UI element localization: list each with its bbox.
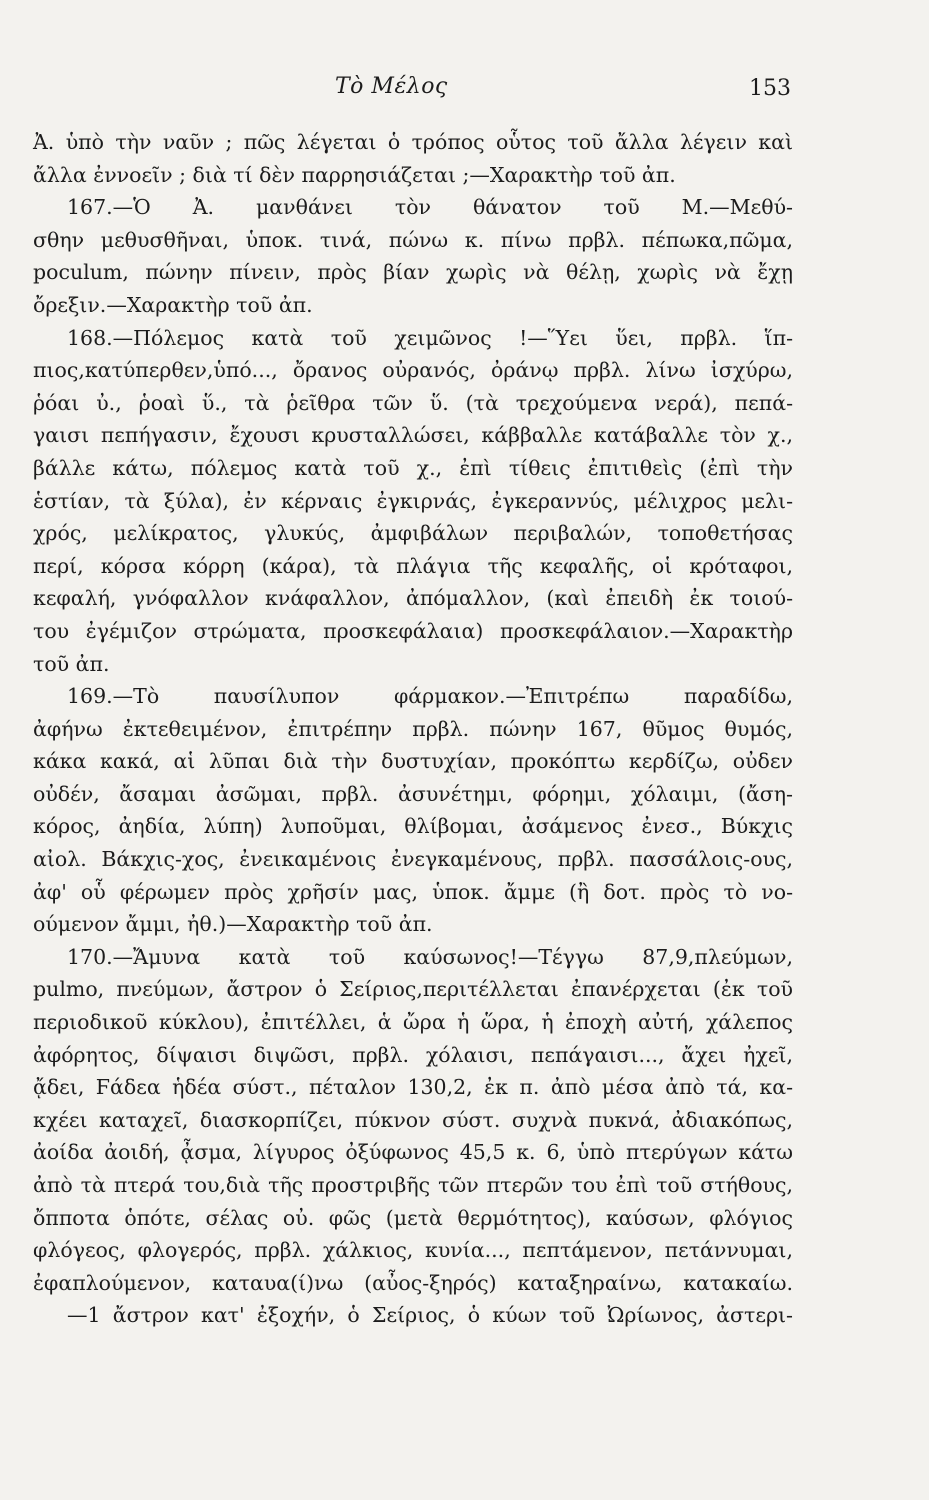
text-line: του ἐγέμιζον στρώματα, προσκεφάλαια) προσκεφάλαιον.—Χαρακτὴρ [33,618,793,643]
text-line: ἄλλα ἐννοεῖν ; διὰ τί δὲν παρρησιάζεται ;—Χαρακτὴρ τοῦ ἀπ. [33,162,676,187]
text-line: χρός, μελίκρατος, γλυκύς, ἀμφιβάλων περιβαλών, τοποθετήσας [33,521,793,546]
text-line: κχέει καταχεῖ, διασκορπίζει, πύκνον σύστ. συχνὰ πυκνά, ἀδιακόπως, [33,1107,793,1132]
text-line: ἀπὸ τὰ πτερά του,διὰ τῆς προστριβῆς τῶν πτερῶν του ἐπὶ τοῦ στήθους, [33,1173,793,1197]
text-line: ἀφήνω ἐκτεθειμένον, ἐπιτρέπην πρβλ. πώνην 167, θῦμος θυμός, [33,716,793,741]
body-text [33,126,793,1332]
text-line: κεφαλή, γνόφαλλον κνάφαλλον, ἀπόμαλλον, (καὶ ἐπειδὴ ἐκ τοιού- [33,586,793,611]
text-line: ἀφόρητος, δίψαισι διψῶσι, πρβλ. χόλαισι, πεπάγαισι..., ἄχει ἠχεῖ, [33,1042,793,1067]
text-line: poculum, πώνην πίνειν, πρὸς βίαν χωρὶς νὰ θέλῃ, χωρὶς νὰ ἔχῃ [33,260,793,285]
text-line: κάκα κακά, αἱ λῦπαι διὰ τὴν δυστυχίαν, προκόπτω κερδίζω, οὐδεν [33,749,793,774]
text-line: τοῦ ἀπ. [33,651,110,676]
text-line: γαισι πεπήγασιν, ἔχουσι κρυσταλλώσει, κάββαλλε κατάβαλλε τὸν χ., [33,423,793,448]
text-line: ᾄδει, Ϝάδεα ἡδέα σύστ., πέταλον 130,2, ἐκ π. ἀπὸ μέσα ἀπὸ τά, κα- [33,1075,793,1100]
text-line: οὐδέν, ἄσαμαι ἀσῶμαι, πρβλ. ἀσυνέτημι, φόρημι, χόλαιμι, (ἄση- [33,781,793,806]
text-line: —1 ἄστρον κατ' ἐξοχήν, ὁ Σείριος, ὁ κύων τοῦ Ὠρίωνος, ἀστερι- [67,1303,793,1328]
text-line: 168.—Πόλεμος κατὰ τοῦ χειμῶνος !—Ὕει ὕει, πρβλ. ἵπ- [67,325,793,350]
text-line: Ἀ. ὑπὸ τὴν ναῦν ; πῶς λέγεται ὁ τρόπος οὗτος τοῦ ἄλλα λέγειν καὶ [33,130,793,154]
text-line: βάλλε κάτω, πόλεμος κατὰ τοῦ χ., ἐπὶ τίθεις ἐπιτιθεὶς (ἐπὶ τὴν [33,455,793,480]
text-line: αἰολ. Βάκχις-χος, ἐνεικαμένοις ἐνεγκαμένους, πρβλ. πασσάλοις-ους, [33,847,793,872]
text-line: 167.—Ὁ Ἀ. μανθάνει τὸν θάνατον τοῦ Μ.—Μεθύ- [67,195,793,220]
text-line: ὄρεξιν.—Χαρακτὴρ τοῦ ἀπ. [33,292,313,317]
text-line: σθην μεθυσθῆναι, ὑποκ. τινά, πώνω κ. πίνω πρβλ. πέπωκα,πῶμα, [33,227,793,252]
text-line: φλόγεος, φλογερός, πρβλ. χάλκιος, κυνία..., πεπτάμενον, πετάννυμαι, [33,1238,793,1263]
text-line: ἀφ' οὗ φέρωμεν πρὸς χρῆσίν μας, ὑποκ. ἄμμε (ἢ δοτ. πρὸς τὸ νο- [33,879,793,904]
text-line: ούμενον ἄμμι, ἠθ.)—Χαρακτὴρ τοῦ ἀπ. [33,912,433,937]
text-line: πιος,κατύπερθεν,ὑπό..., ὄρανος οὐρανός, ὀράνῳ πρβλ. λίνω ἰσχύρω, [33,358,793,383]
text-line: ἐφαπλούμενον, καταυα(ί)νω (αὖος-ξηρός) καταξηραίνω, κατακαίω. [33,1270,793,1295]
text-line: ῥόαι ὐ., ῥοαὶ ὕ., τὰ ῥεῖθρα τῶν ὕ. (τὰ τρεχούμενα νερά), πεπά- [33,390,793,415]
text-line: 170.—Ἄμυνα κατὰ τοῦ καύσωνος!—Τέγγω 87,9,πλεύμων, [67,944,793,969]
text-line: 169.—Τὸ παυσίλυπον φάρμακον.—Ἐπιτρέπω παραδίδω, [67,684,793,709]
text-line: κόρος, ἀηδία, λύπη) λυποῦμαι, θλίβομαι, ἀσάμενος ἐνεσ., Βύκχις [33,814,793,839]
text-line: ἀοίδα ἀοιδή, ᾆσμα, λίγυρος ὀξύφωνος 45,5 κ. 6, ὑπὸ πτερύγων κάτω [33,1140,793,1165]
page-number: 153 [749,76,791,101]
text-line: pulmo, πνεύμων, ἄστρον ὁ Σείριος,περιτέλλεται ἐπανέρχεται (ἐκ τοῦ [33,977,793,1002]
page-header [0,74,929,104]
text-line: ὄπποτα ὁπότε, σέλας οὐ. φῶς (μετὰ θερμότητος), καύσων, φλόγιος [33,1205,793,1230]
running-title: Τὸ Μέλος [335,74,448,99]
text-line: ἑστίαν, τὰ ξύλα), ἐν κέρναις ἐγκιρνάς, ἐγκεραννύς, μέλιχρος μελι- [33,488,793,513]
text-line: περιοδικοῦ κύκλου), ἐπιτέλλει, ἁ ὤρα ἡ ὥρα, ἡ ἐποχὴ αὐτή, χάλεπος [33,1010,793,1035]
text-line: περί, κόρσα κόρρη (κάρα), τὰ πλάγια τῆς κεφαλῆς, οἱ κρόταφοι, [33,553,793,578]
